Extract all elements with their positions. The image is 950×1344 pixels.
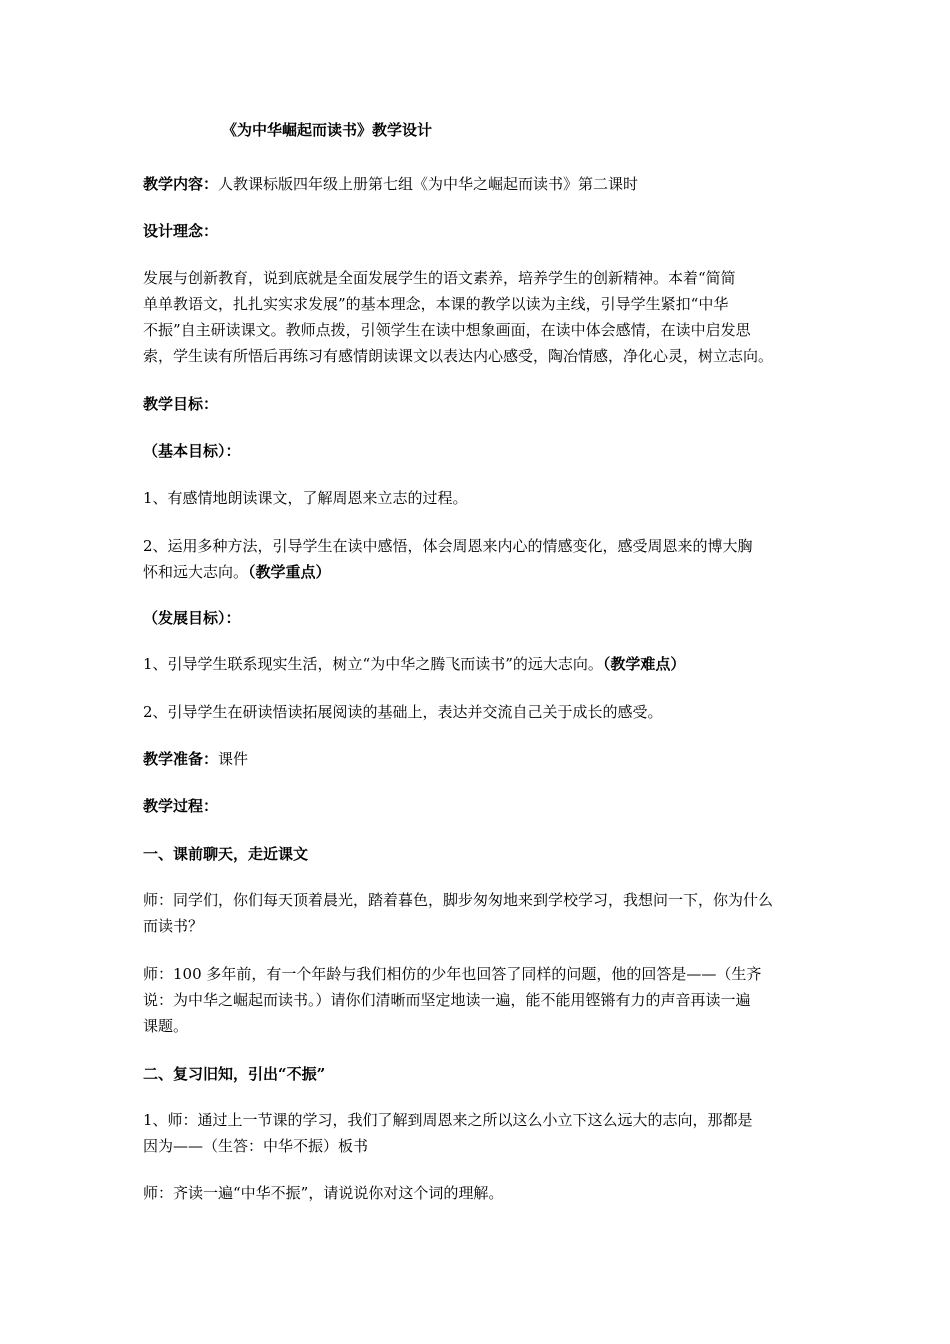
basic-goal-2-text: 怀和远大志向。 bbox=[143, 563, 249, 581]
content-text: 人教课标版四年级上册第七组《为中华之崛起而读书》第二课时 bbox=[218, 175, 639, 193]
content-label: 教学内容： bbox=[143, 175, 219, 193]
concept-line-3: 不振”自主研读课文。教师点拨，引领学生在读中想象画面，在读中体会感情，在读中启发思 bbox=[143, 321, 751, 339]
prep-text: 课件 bbox=[218, 750, 249, 768]
section-2-para-2: 师：齐读一遍“中华不振”，请说说你对这个词的理解。 bbox=[143, 1184, 504, 1202]
concept-line-2: 单单教语文，扎扎实实求发展”的基本理念，本课的教学以读为主线，引导学生紧扣“中华 bbox=[143, 295, 729, 313]
basic-goal-2-line-1: 2、运用多种方法，引导学生在读中感悟，体会周恩来内心的情感变化，感受周恩来的博大胸 bbox=[143, 537, 753, 555]
process-label: 教学过程： bbox=[143, 797, 219, 815]
concept-label: 设计理念： bbox=[143, 222, 219, 240]
section-1-para-1-line-2: 而读书？ bbox=[143, 917, 204, 935]
section-1-para-2-line-1: 师：100 多年前，有一个年龄与我们相仿的少年也回答了同样的问题，他的回答是——（生齐 bbox=[143, 965, 762, 983]
concept-line-4: 索，学生读有所悟后再练习有感情朗读课文以表达内心感受，陶冶情感，净化心灵，树立志向。 bbox=[143, 347, 774, 365]
difficulty-tag: （教学难点） bbox=[602, 655, 686, 673]
document-title: 《为中华崛起而读书》教学设计 bbox=[222, 121, 433, 139]
basic-goals-label: （基本目标）： bbox=[143, 442, 241, 460]
dev-goal-1-text: 1、引导学生联系现实生活，树立“为中华之腾飞而读书”的远大志向。 bbox=[143, 655, 603, 673]
section-1-para-2-line-3: 课题。 bbox=[143, 1017, 189, 1035]
section-2-heading: 二、复习旧知，引出“不振” bbox=[143, 1065, 326, 1083]
basic-goal-1: 1、有感情地朗读课文，了解周恩来立志的过程。 bbox=[143, 489, 468, 507]
section-2-para-1-line-1: 1、师：通过上一节课的学习，我们了解到周恩来之所以这么小立下这么远大的志向，那都是 bbox=[143, 1111, 753, 1129]
concept-line-1: 发展与创新教育，说到底就是全面发展学生的语文素养，培养学生的创新精神。本着“简简 bbox=[143, 269, 736, 287]
prep-line bbox=[143, 747, 823, 771]
dev-goal-2: 2、引导学生在研读悟读拓展阅读的基础上，表达并交流自己关于成长的感受。 bbox=[143, 703, 663, 721]
section-1-para-2-line-2: 说：为中华之崛起而读书。）请你们清晰而坚定地读一遍，能不能用铿锵有力的声音再读一遍 bbox=[143, 991, 751, 1009]
dev-goal-1 bbox=[143, 652, 823, 676]
section-1-para-1-line-1: 师：同学们，你们每天顶着晨光，踏着暮色，脚步匆匆地来到学校学习，我想问一下，你为什么 bbox=[143, 891, 774, 909]
content-line bbox=[143, 172, 823, 196]
section-2-para-1-line-2: 因为——（生答：中华不振）板书 bbox=[143, 1137, 369, 1155]
key-point-tag: （教学重点） bbox=[248, 563, 331, 581]
section-1-heading: 一、课前聊天，走近课文 bbox=[143, 845, 309, 863]
prep-label: 教学准备： bbox=[143, 750, 219, 768]
basic-goal-2-line-2 bbox=[143, 560, 823, 584]
goals-label: 教学目标： bbox=[143, 395, 219, 413]
dev-goals-label: （发展目标）： bbox=[143, 609, 241, 627]
